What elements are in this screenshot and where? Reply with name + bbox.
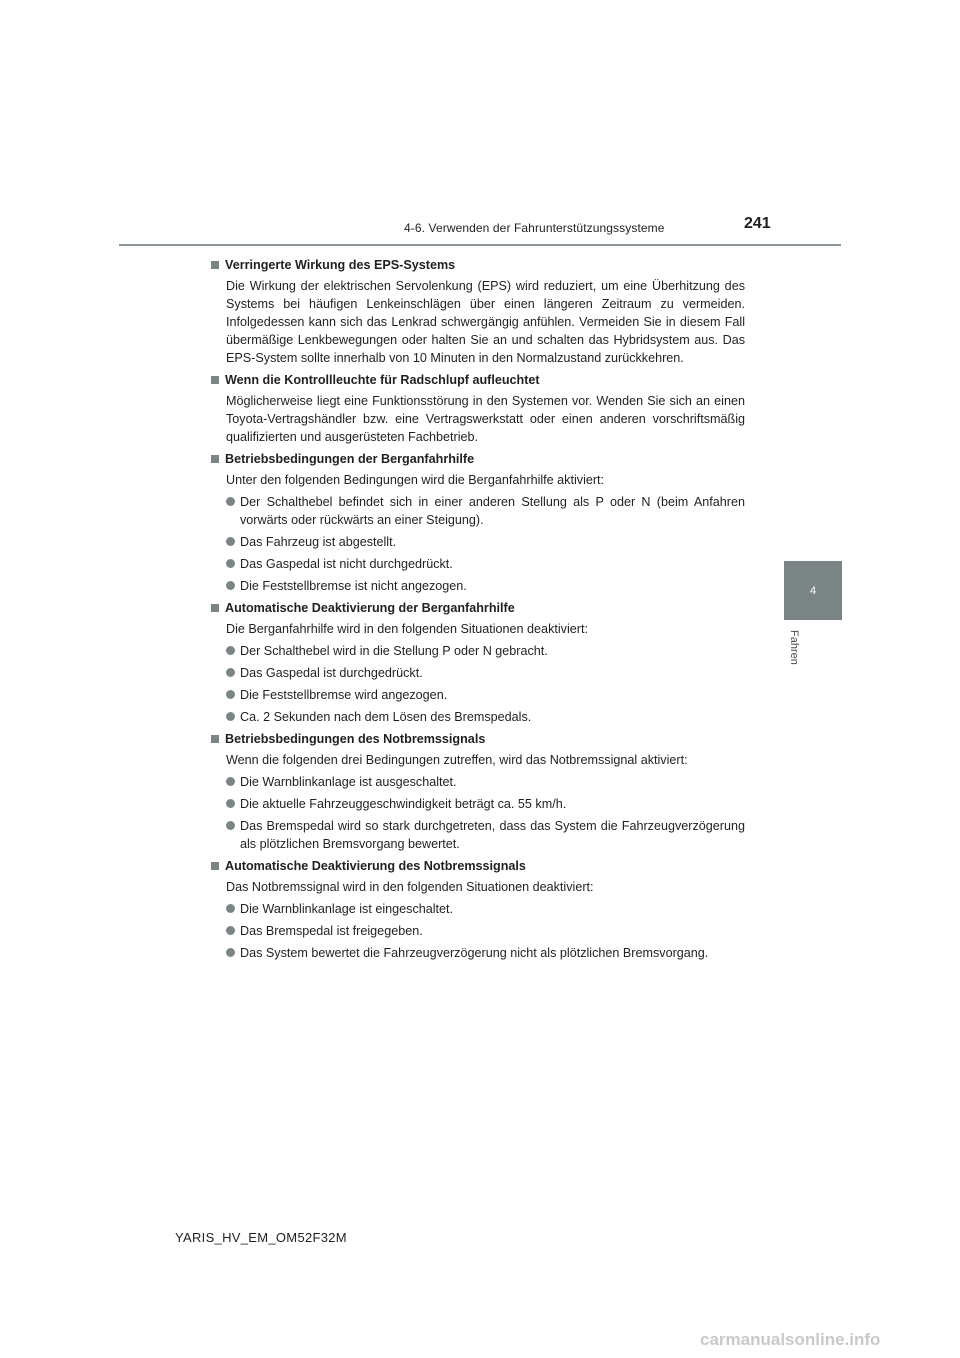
list-item-text: Die aktuelle Fahrzeuggeschwindigkeit beträgt ca. 55 km/h.	[240, 797, 567, 811]
section-heading	[211, 450, 745, 468]
round-bullet-icon	[226, 777, 235, 786]
chapter-label: Fahren	[788, 630, 800, 665]
square-bullet-icon	[211, 735, 219, 743]
list-item	[226, 493, 745, 529]
section	[211, 256, 745, 367]
list-item-text: Das Bremspedal ist freigegeben.	[240, 924, 423, 938]
section-heading-text: Verringerte Wirkung des EPS-Systems	[225, 258, 456, 272]
round-bullet-icon	[226, 497, 235, 506]
section-paragraph: Wenn die folgenden drei Bedingungen zutreffen, wird das Notbremssignal aktiviert:	[226, 753, 688, 767]
section-heading-text: Automatische Deaktivierung des Notbremssignals	[225, 859, 526, 873]
list-item	[226, 577, 745, 595]
round-bullet-icon	[226, 926, 235, 935]
round-bullet-icon	[226, 646, 235, 655]
round-bullet-icon	[226, 537, 235, 546]
round-bullet-icon	[226, 904, 235, 913]
round-bullet-icon	[226, 581, 235, 590]
list-item	[226, 664, 745, 682]
section-heading	[211, 256, 745, 274]
section-heading-text: Automatische Deaktivierung der Berganfahrhilfe	[225, 601, 515, 615]
round-bullet-icon	[226, 948, 235, 957]
list-item-text: Das Gaspedal ist durchgedrückt.	[240, 666, 423, 680]
square-bullet-icon	[211, 862, 219, 870]
round-bullet-icon	[226, 668, 235, 677]
list-item-text: Der Schalthebel befindet sich in einer anderen Stellung als P oder N (beim Anfahren vorwärts oder rückwärts an einer Steigung).	[240, 495, 745, 527]
section-heading-text: Betriebsbedingungen des Notbremssignals	[225, 732, 486, 746]
square-bullet-icon	[211, 455, 219, 463]
section	[211, 857, 745, 962]
section-paragraph: Das Notbremssignal wird in den folgenden Situationen deaktiviert:	[226, 880, 594, 894]
section-heading-text: Betriebsbedingungen der Berganfahrhilfe	[225, 452, 475, 466]
section	[211, 450, 745, 595]
list-item	[226, 642, 745, 660]
list-item	[226, 555, 745, 573]
list-item-text: Ca. 2 Sekunden nach dem Lösen des Bremspedals.	[240, 710, 532, 724]
page-content	[211, 256, 745, 966]
section-paragraph: Die Wirkung der elektrischen Servolenkung (EPS) wird reduziert, um eine Überhitzung des Systems bei häufigen Lenkeinschlägen über einen längeren Zeitraum zu vermeiden. Infolgedessen kann sich das Lenkrad schwergängig anfühlen. Vermeiden Sie in diesem Fall übermäßige Lenkbewegungen oder halten Sie an und schalten das Hybridsystem aus. Das EPS-System sollte innerhalb von 10 Minuten in den Normalzustand zurückkehren.	[226, 279, 745, 365]
section	[211, 371, 745, 446]
list-item	[226, 817, 745, 853]
list-item-text: Die Feststellbremse ist nicht angezogen.	[240, 579, 467, 593]
list-item	[226, 900, 745, 918]
round-bullet-icon	[226, 712, 235, 721]
list-item-text: Die Warnblinkanlage ist eingeschaltet.	[240, 902, 454, 916]
list-item-text: Das Fahrzeug ist abgestellt.	[240, 535, 397, 549]
section-paragraph: Die Berganfahrhilfe wird in den folgenden Situationen deaktiviert:	[226, 622, 588, 636]
list-item-text: Die Warnblinkanlage ist ausgeschaltet.	[240, 775, 457, 789]
round-bullet-icon	[226, 821, 235, 830]
section-heading	[211, 730, 745, 748]
section-heading-text: Wenn die Kontrollleuchte für Radschlupf aufleuchtet	[225, 373, 540, 387]
list-item-text: Der Schalthebel wird in die Stellung P oder N gebracht.	[240, 644, 548, 658]
section-heading	[211, 857, 745, 875]
section-heading	[211, 371, 745, 389]
square-bullet-icon	[211, 604, 219, 612]
list-item	[226, 533, 745, 551]
section	[211, 730, 745, 853]
round-bullet-icon	[226, 690, 235, 699]
list-item-text: Das System bewertet die Fahrzeugverzögerung nicht als plötzlichen Bremsvorgang.	[240, 946, 709, 960]
section-paragraph: Unter den folgenden Bedingungen wird die Berganfahrhilfe aktiviert:	[226, 473, 605, 487]
list-item	[226, 686, 745, 704]
list-item-text: Das Bremspedal wird so stark durchgetreten, dass das System die Fahrzeugverzögerung als plötzlichen Bremsvorgang bewertet.	[240, 819, 745, 851]
list-item-text: Das Gaspedal ist nicht durchgedrückt.	[240, 557, 453, 571]
running-header: 4-6. Verwenden der Fahrunterstützungssysteme	[404, 221, 665, 235]
round-bullet-icon	[226, 799, 235, 808]
list-item	[226, 708, 745, 726]
chapter-number: 4	[809, 584, 817, 597]
square-bullet-icon	[211, 261, 219, 269]
square-bullet-icon	[211, 376, 219, 384]
document-code: YARIS_HV_EM_OM52F32M	[175, 1230, 347, 1245]
section-heading	[211, 599, 745, 617]
section-paragraph: Möglicherweise liegt eine Funktionsstörung in den Systemen vor. Wenden Sie sich an einen Toyota-Vertragshändler bzw. eine Vertragswerkstatt oder einen anderen vorschriftsmäßig qualifizierten und ausgerüsteten Fachbetrieb.	[226, 394, 745, 444]
round-bullet-icon	[226, 559, 235, 568]
list-item	[226, 922, 745, 940]
watermark: carmanualsonline.info	[700, 1330, 881, 1349]
section	[211, 599, 745, 726]
list-item-text: Die Feststellbremse wird angezogen.	[240, 688, 448, 702]
chapter-tab	[784, 561, 842, 620]
list-item	[226, 773, 745, 791]
header-divider	[119, 244, 841, 246]
list-item	[226, 795, 745, 813]
list-item	[226, 944, 745, 962]
page-number: 241	[744, 215, 771, 232]
